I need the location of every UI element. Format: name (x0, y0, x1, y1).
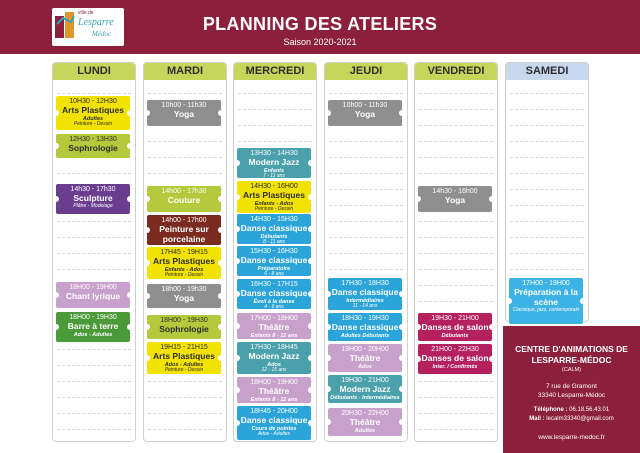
event-audience: Enfants (263, 167, 285, 174)
event-name: Danse classique (331, 287, 399, 298)
grid-line (419, 221, 493, 222)
grid-line (419, 381, 493, 382)
event-name: Théâtre (258, 322, 290, 333)
event-vendredi-yoga (418, 186, 492, 212)
event-name: Arts Plastiques (153, 256, 215, 267)
grid-line (419, 285, 493, 286)
event-audience: Éveil à la danse (253, 298, 295, 305)
event-name: Modern Jazz (339, 384, 391, 395)
grid-line (419, 125, 493, 126)
contact-name-line1: CENTRE D'ANIMATIONS DE (515, 344, 628, 354)
day-header-samedi: SAMEDI (506, 63, 588, 80)
event-audience: Adultes (354, 427, 376, 434)
page-subtitle: Saison 2020-2021 (283, 37, 357, 47)
event-vendredi-danses-salon-confirmes (418, 344, 492, 374)
grid-line (510, 109, 584, 110)
event-time: 14H30 - 15H30 (250, 216, 298, 223)
event-lundi-arts-plastiques (56, 96, 130, 130)
event-audience: Ados (267, 361, 281, 368)
grid-line (329, 205, 403, 206)
event-lundi-chant-lyrique (56, 282, 130, 308)
grid-line (148, 429, 222, 430)
event-time: 10H30 - 12H30 (69, 98, 117, 105)
event-time: 12H30 - 13H30 (69, 136, 117, 143)
event-mercredi-danse-pointes (237, 406, 311, 440)
event-mercredi-modern-jazz-ados (237, 342, 311, 374)
event-mardi-couture (147, 186, 221, 212)
grid-line (57, 221, 131, 222)
event-detail: 7 - 11 ans (263, 173, 285, 178)
event-mardi-yoga-evening (147, 284, 221, 308)
header-banner (0, 0, 640, 54)
event-detail: Plâtre - Modelage (73, 202, 113, 209)
grid-line (510, 157, 584, 158)
event-time: 10h00 - 11h30 (342, 102, 388, 109)
event-name: Modern Jazz (248, 351, 300, 362)
grid-line (57, 397, 131, 398)
mail-address[interactable]: lecalm33340@gmail.com (546, 416, 614, 423)
grid-line (238, 141, 312, 142)
grid-line (329, 141, 403, 142)
grid-line (419, 93, 493, 94)
event-audience: Enfants 8 - 12 ans (250, 332, 298, 339)
grid-line (238, 125, 312, 126)
contact-title (503, 344, 640, 365)
day-header-lundi: LUNDI (53, 63, 135, 80)
event-name: Arts Plastiques (243, 190, 305, 201)
grid-line (510, 93, 584, 94)
grid-line (57, 269, 131, 270)
event-time: 16H30 - 17H15 (250, 281, 298, 288)
event-name: Arts Plastiques (62, 105, 124, 116)
contact-address (503, 382, 640, 400)
day-header-mercredi: MERCREDI (234, 63, 316, 80)
event-jeudi-yoga (328, 100, 402, 126)
phone-label: Téléphone : (533, 407, 568, 414)
event-mardi-sophrologie (147, 315, 221, 339)
event-name: Danses de salon (421, 353, 489, 364)
grid-line (419, 397, 493, 398)
event-vendredi-danses-salon-debutants (418, 313, 492, 341)
event-detail: Peinture - Dessin (164, 272, 204, 279)
event-mercredi-danse-preparatoire (237, 246, 311, 276)
event-time: 14H30 - 16H00 (250, 183, 298, 190)
grid-line (57, 365, 131, 366)
event-jeudi-theatre-adultes (328, 408, 402, 436)
event-audience: Ados - Adultes (164, 361, 204, 368)
event-name: Sculpture (73, 193, 113, 204)
event-time: 14h00 - 17h00 (161, 217, 207, 224)
day-header-jeudi: JEUDI (325, 63, 407, 80)
event-audience: Adultes (82, 115, 104, 122)
grid-line (419, 301, 493, 302)
event-time: 18H00 - 19H30 (69, 314, 117, 321)
event-audience: Ados - Adultes (73, 331, 113, 338)
grid-line (510, 125, 584, 126)
event-audience: Enfants - Ados (254, 200, 294, 207)
event-time: 14h00 - 17h30 (161, 188, 207, 195)
grid-line (329, 253, 403, 254)
grid-line (419, 109, 493, 110)
event-name: Yoga (354, 109, 376, 120)
logo-sub: Médoc (92, 30, 112, 38)
event-mercredi-theatre-2 (237, 377, 311, 403)
grid-line (419, 269, 493, 270)
event-name: Danse classique (240, 223, 308, 234)
event-jeudi-theatre-ados (328, 344, 402, 372)
grid-line (238, 109, 312, 110)
grid-line (148, 93, 222, 94)
grid-line (419, 173, 493, 174)
event-detail: Peinture - Dessin (73, 121, 113, 128)
event-mercredi-danse-debutants (237, 214, 311, 244)
event-time: 18h00 - 19h30 (161, 286, 207, 293)
event-time: 17H30 - 18H45 (250, 344, 298, 351)
grid-line (57, 93, 131, 94)
event-time: 19H00 - 20H00 (341, 346, 389, 353)
event-audience: Cours de pointes (251, 425, 297, 432)
grid-line (57, 381, 131, 382)
grid-line (419, 429, 493, 430)
grid-line (329, 93, 403, 94)
event-time: 13H30 - 14H30 (250, 150, 298, 157)
grid-line (329, 189, 403, 190)
contact-abbr: (CALM) (562, 367, 581, 374)
event-audience: Adultes Débutants (340, 332, 390, 339)
event-name: Couture (167, 195, 201, 206)
event-detail: Ados - Adultes (257, 431, 291, 438)
event-mercredi-modern-jazz-enfants (237, 148, 311, 178)
event-audience: Enfants - Ados (164, 266, 204, 273)
website-link[interactable]: www.lesparre-medoc.fr (538, 434, 605, 442)
event-time: 19H15 - 21H15 (160, 344, 208, 351)
event-audience: Enfants 8 - 12 ans (250, 396, 298, 403)
grid-line (57, 237, 131, 238)
event-time: 10h00 - 11h30 (161, 102, 207, 109)
grid-line (510, 205, 584, 206)
event-time: 18H30 - 19H30 (341, 315, 389, 322)
event-name: Yoga (173, 109, 195, 120)
contact-name-line2: LESPARRE-MÉDOC (531, 354, 612, 365)
event-detail: Peinture - Dessin (164, 367, 204, 374)
event-time: 18H00 - 19H00 (250, 379, 298, 386)
event-name: Danse classique (331, 322, 399, 333)
event-audience: Débutants (441, 332, 469, 339)
event-detail: 6 - 8 ans (264, 271, 284, 276)
grid-line (419, 253, 493, 254)
grid-line (329, 237, 403, 238)
column-vendredi (414, 62, 498, 442)
phone-number[interactable]: 06.18.56.43.01 (569, 407, 610, 414)
grid-line (419, 237, 493, 238)
grid-line (510, 269, 584, 270)
event-name: Danse classique (240, 415, 308, 426)
event-audience: Débutants - Intermédiaires (330, 394, 400, 401)
logo (52, 8, 124, 46)
grid-line (510, 173, 584, 174)
event-time: 17H30 - 18H30 (341, 280, 389, 287)
event-time: 17H00 - 19H00 (522, 280, 570, 287)
grid-line (148, 397, 222, 398)
grid-line (510, 253, 584, 254)
contact-panel (503, 326, 640, 453)
event-time: 20H30 - 22H00 (341, 410, 389, 417)
event-name: Sophrologie (159, 324, 209, 335)
logo-name: Lesparre (78, 17, 114, 28)
event-time: 19H30 - 21H00 (341, 377, 389, 384)
grid-line (419, 413, 493, 414)
event-mardi-yoga-morning (147, 100, 221, 126)
event-mardi-arts-plastiques-adultes (147, 342, 221, 374)
event-name: Théâtre (258, 386, 290, 397)
event-mercredi-danse-eveil (237, 279, 311, 309)
event-mardi-porcelaine (147, 215, 221, 245)
grid-line (57, 253, 131, 254)
event-name: Danse classique (240, 255, 308, 266)
event-audience: Ados (358, 363, 372, 370)
event-mercredi-theatre-1 (237, 313, 311, 339)
event-mercredi-arts-plastiques (237, 181, 311, 213)
event-detail: Peinture - Dessin (254, 206, 294, 213)
event-time: 21H00 - 22H30 (431, 346, 479, 353)
grid-line (329, 221, 403, 222)
grid-line (57, 173, 131, 174)
contact-details (503, 406, 640, 424)
grid-line (329, 173, 403, 174)
event-lundi-sculpture (56, 184, 130, 214)
day-header-mardi: MARDI (144, 63, 226, 80)
event-time: 18H45 - 20H00 (250, 408, 298, 415)
grid-line (57, 429, 131, 430)
event-name: Arts Plastiques (153, 351, 215, 362)
grid-line (148, 413, 222, 414)
grid-line (510, 141, 584, 142)
event-detail: 12 - 15 ans (261, 367, 287, 374)
address-line2: 33340 Lesparre-Médoc (537, 392, 606, 400)
logo-ville: ville de (78, 10, 94, 16)
event-name: Yoga (444, 195, 466, 206)
page-title: PLANNING DES ATELIERS (202, 14, 438, 34)
grid-line (510, 221, 584, 222)
event-time: 18H00 - 19H00 (69, 284, 117, 291)
grid-line (148, 141, 222, 142)
event-jeudi-danse-intermediaires (328, 278, 402, 310)
event-detail: 11 - 14 ans (352, 303, 378, 310)
grid-line (57, 349, 131, 350)
event-name: Chant lyrique (65, 291, 121, 302)
event-mardi-arts-plastiques-enfants (147, 247, 221, 279)
grid-line (329, 157, 403, 158)
event-name: Théâtre (349, 353, 381, 364)
event-time: 17H45 - 19H15 (160, 249, 208, 256)
event-name: Yoga (173, 293, 195, 304)
event-lundi-barre-a-terre (56, 312, 130, 342)
event-detail: 4 - 6 ans (264, 304, 284, 309)
grid-line (510, 189, 584, 190)
event-name: Préparation à la scène (514, 287, 578, 307)
event-jeudi-modern-jazz (328, 375, 402, 403)
lesparre-logo-icon (54, 10, 76, 42)
event-audience: Intermédiaires (346, 297, 384, 304)
address-line1: 7 rue de Gramont (546, 383, 597, 391)
event-name: Barre à terre (67, 321, 119, 332)
event-detail: 8 - 11 ans (263, 239, 285, 244)
grid-line (510, 237, 584, 238)
event-time: 18H00 - 19H30 (160, 317, 208, 324)
event-time: 14h30 - 17h30 (70, 186, 116, 193)
event-name: Danses de salon (421, 322, 489, 333)
grid-line (148, 381, 222, 382)
event-name: Danse classique (240, 288, 308, 299)
event-name: Modern Jazz (248, 157, 300, 168)
event-audience: Préparatoire (257, 265, 291, 272)
event-time: 19H30 - 21H00 (431, 315, 479, 322)
event-lundi-sophrologie (56, 134, 130, 158)
mail-label: Mail : (529, 416, 545, 423)
grid-line (238, 93, 312, 94)
event-jeudi-danse-adultes (328, 313, 402, 341)
event-audience: Inter. / Confirmés (432, 363, 478, 370)
event-time: 17H00 - 18H00 (250, 315, 298, 322)
grid-line (329, 269, 403, 270)
grid-line (148, 157, 222, 158)
event-time: 14h30 - 16h00 (432, 188, 478, 195)
event-time: 15H30 - 16H30 (250, 248, 298, 255)
event-audience: Débutants (260, 233, 288, 240)
event-name: Sophrologie (68, 143, 118, 154)
event-detail: Classique, jazz, contemporain (512, 306, 580, 313)
event-name: Théâtre (349, 417, 381, 428)
grid-line (419, 141, 493, 142)
grid-line (419, 157, 493, 158)
event-samedi-preparation-scene (509, 278, 583, 324)
day-header-vendredi: VENDREDI (415, 63, 497, 80)
grid-line (148, 173, 222, 174)
grid-line (57, 413, 131, 414)
event-name: Peinture sur porcelaine (159, 224, 209, 244)
